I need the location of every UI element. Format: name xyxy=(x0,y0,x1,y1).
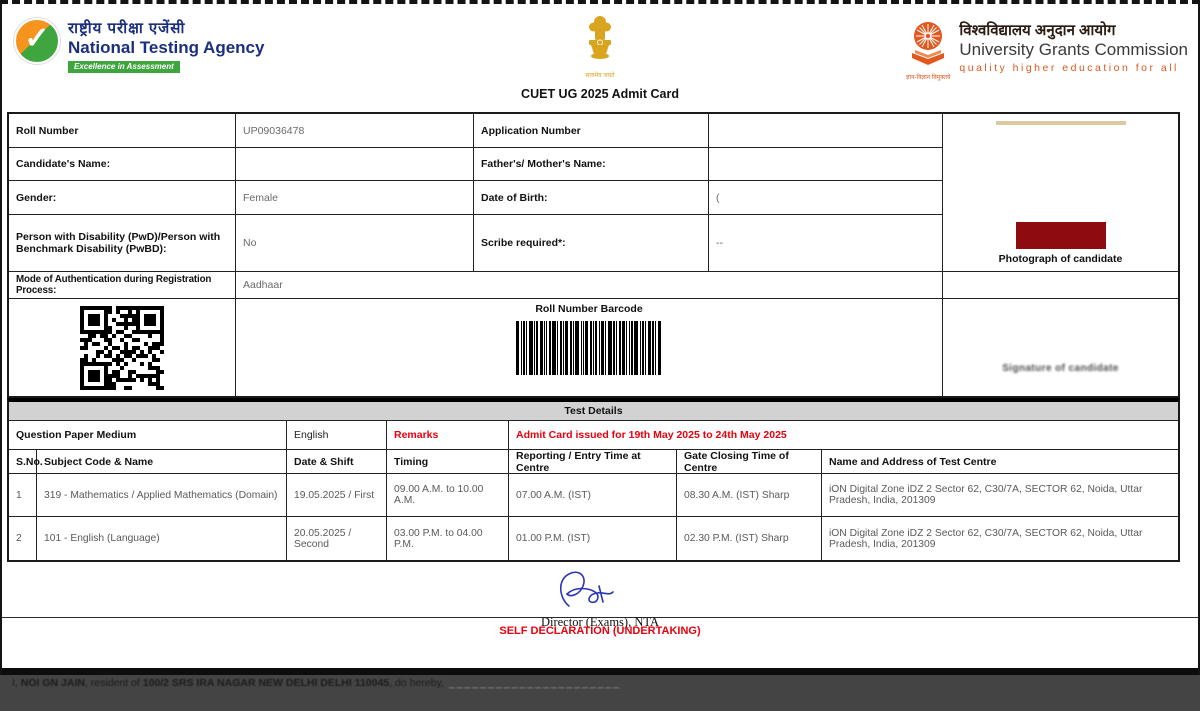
pwd-label: Person with Disability (PwD)/Person with Benchmark Disability (PwBD): xyxy=(9,215,236,271)
father-mother-label: Father's/ Mother's Name: xyxy=(474,148,709,180)
row-gender-dob xyxy=(9,181,942,215)
reporting: 01.00 P.M. (IST) xyxy=(509,517,677,560)
ugc-motto: ज्ञान-विज्ञान विमुक्तये xyxy=(905,75,951,81)
father-mother-value xyxy=(709,148,942,180)
col-sno: S.No. xyxy=(9,450,37,473)
auth-mode-value: Aadhaar xyxy=(243,279,283,291)
application-number-label: Application Number xyxy=(474,114,709,147)
col-gate-closing: Gate Closing Time of Centre xyxy=(677,450,822,473)
nta-tagline-badge: Excellence in Assessment xyxy=(68,61,180,73)
col-reporting: Reporting / Entry Time at Centre xyxy=(509,450,677,473)
qr-code xyxy=(80,306,164,390)
gate-closing: 08.30 A.M. (IST) Sharp xyxy=(677,474,822,516)
ugc-tagline: quality higher education for all xyxy=(959,61,1179,74)
centre: iON Digital Zone iDZ 2 Sector 62, C30/7A, SECTOR 62, Noida, Uttar Pradesh, India, 201309 xyxy=(829,484,1143,506)
redacted-name-strip xyxy=(996,121,1126,125)
director-signatory: Director (Exams), NTA xyxy=(540,615,660,629)
row-roll-number xyxy=(9,114,942,148)
remarks-label: Remarks xyxy=(387,421,509,449)
bottom-edge-bar xyxy=(2,668,1198,675)
subject: 101 - English (Language) xyxy=(37,517,287,560)
reporting: 07.00 A.M. (IST) xyxy=(509,474,677,516)
header xyxy=(2,4,1198,112)
dob-value: ( xyxy=(716,191,720,204)
declaration-blank-line: ______________________ xyxy=(443,677,622,689)
director-signature-icon xyxy=(555,568,625,614)
gate-closing: 02.30 P.M. (IST) Sharp xyxy=(677,517,822,560)
scribe-value: -- xyxy=(716,237,723,249)
self-declaration-title: SELF DECLARATION (UNDERTAKING) xyxy=(499,625,701,637)
row-pwd-scribe xyxy=(9,215,942,272)
candidate-info-table xyxy=(7,112,1180,398)
col-centre: Name and Address of Test Centre xyxy=(829,455,997,468)
paper-medium-value: English xyxy=(287,421,387,449)
subject: 319 - Mathematics / Applied Mathematics (Domain) xyxy=(37,474,287,516)
gender-value: Female xyxy=(236,181,474,214)
declaration-line: I, NOI GN JAIN, resident of 100/2 SRS IRA NAGAR NEW DELHI DELHI 110045, do hereby, ______________________ xyxy=(12,677,622,689)
timing: 03.00 P.M. to 04.00 P.M. xyxy=(387,517,509,560)
date-shift: 20.05.2025 / Second xyxy=(287,517,387,560)
photo-caption: Photograph of candidate xyxy=(998,253,1123,265)
declarant-address: 100/2 SRS IRA NAGAR NEW DELHI DELHI 110045 xyxy=(142,677,390,689)
signature-caption: Signature of candidate xyxy=(1002,363,1119,374)
test-table-header xyxy=(9,450,1178,474)
checkmark-icon: ✓ xyxy=(24,22,50,55)
date-shift: 19.05.2025 / First xyxy=(287,474,387,516)
test-row-1 xyxy=(9,474,1178,517)
timing: 09.00 A.M. to 10.00 A.M. xyxy=(387,474,509,516)
nta-english-name: National Testing Agency xyxy=(68,38,265,57)
roll-number-label: Roll Number xyxy=(9,114,236,147)
auth-mode-label: Mode of Authentication during Registration Process: xyxy=(9,272,236,298)
candidate-signature-cell xyxy=(943,299,1178,396)
ugc-hindi-name: विश्वविद्यालय अनुदान आयोग xyxy=(959,22,1116,39)
dob-label: Date of Birth: xyxy=(474,181,709,214)
row-candidate-name xyxy=(9,148,942,181)
row-paper-medium xyxy=(9,421,1178,450)
footer xyxy=(2,568,1198,711)
emblem-motto: सत्यमेव जयते xyxy=(585,73,615,79)
centre: iON Digital Zone iDZ 2 Sector 62, C30/7A, SECTOR 62, Noida, Uttar Pradesh, India, 201309 xyxy=(829,527,1143,550)
ugc-english-name: University Grants Commission xyxy=(959,40,1188,59)
col-subject: Subject Code & Name xyxy=(37,450,287,473)
qr-cell xyxy=(9,299,236,396)
photo-cell xyxy=(943,114,1178,272)
scribe-label: Scribe required*: xyxy=(474,215,709,271)
candidate-name-value xyxy=(236,148,474,180)
test-details-table xyxy=(7,398,1180,562)
remarks-value: Admit Card issued for 19th May 2025 to 24th May 2025 xyxy=(516,429,787,441)
empty-cell xyxy=(943,272,1178,299)
test-row-2 xyxy=(9,517,1178,560)
barcode-title: Roll Number Barcode xyxy=(535,303,643,315)
sno: 1 xyxy=(9,474,37,516)
gender-label: Gender: xyxy=(9,181,236,214)
paper-medium-label: Question Paper Medium xyxy=(9,421,287,449)
redacted-photo xyxy=(1016,222,1106,249)
application-number-value xyxy=(709,114,942,147)
roll-number-value: UP09036478 xyxy=(236,114,474,147)
pwd-value: No xyxy=(236,215,474,271)
roll-number-barcode xyxy=(516,321,662,375)
candidate-name-label: Candidate's Name: xyxy=(9,148,236,180)
nta-hindi-name: राष्ट्रीय परीक्षा एजेंसी xyxy=(68,20,186,37)
ugc-logo-block xyxy=(906,20,1188,81)
col-timing: Timing xyxy=(387,450,509,473)
test-details-title: Test Details xyxy=(9,402,1178,421)
sno: 2 xyxy=(9,517,37,560)
page-title: CUET UG 2025 Admit Card xyxy=(521,87,679,101)
row-auth-mode xyxy=(9,272,942,299)
declarant-name: NOI GN JAIN xyxy=(20,677,85,689)
ugc-sun-book-icon xyxy=(906,20,950,72)
col-date-shift: Date & Shift xyxy=(287,450,387,473)
row-barcode xyxy=(9,299,942,396)
ashoka-emblem-icon xyxy=(585,14,615,68)
